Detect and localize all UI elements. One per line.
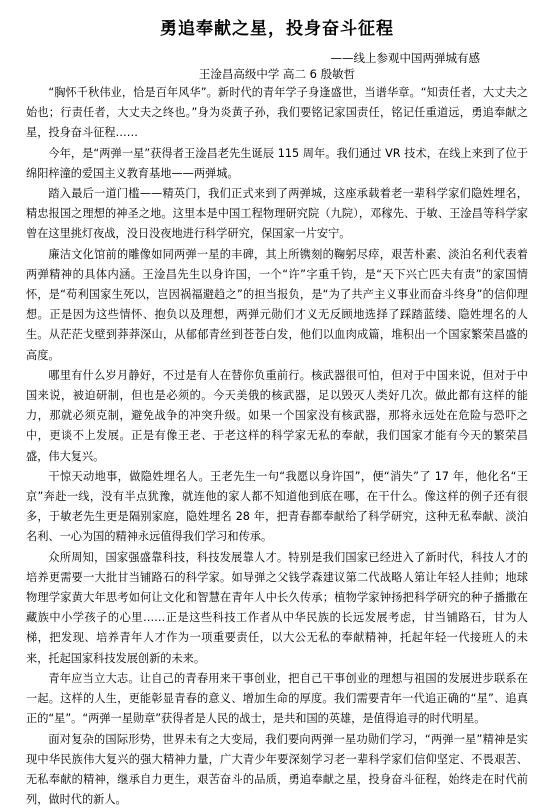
paragraph-2: 今年，是“两弹一星”获得者王淦昌老先生诞辰 115 周年。我们通过 VR 技术，在线上来到了位于绵阳梓潼的爱国主义教育基地——两弹城。 xyxy=(26,144,528,184)
document-subtitle: ——线上参观中国两弹城有感 xyxy=(26,50,528,66)
paragraph-8: 青年应当立大志。让自己的青春用来干事创业，把自己干事创业的理想与祖国的发展进步联系在一起。这样的人生，更能彰显青春的意义、增加生命的厚度。我们需要青年一代追正确的“星”、追真正的“星”。“两弹一星勋章”获得者是人民的战士，是共和国的英雄，是值得追寻的时代明星。 xyxy=(26,669,528,730)
paragraph-6: 干惊天动地事，做隐姓埋名人。王老先生一句“我愿以身许国”，便“消失”了 17 年，他化名“王京”奔赴一线，没有半点犹豫，就连他的家人都不知道他到底在哪，在干什么。像这样的例子还有很多，于敏老先生更是隔别家庭，隐姓埋名 28 年，把青春都奉献给了科学研究，这种无私奉献、淡泊名利、一心为国的精神永远值得我们学习和传承。 xyxy=(26,467,528,548)
paragraph-3: 踏入最后一道门槛——精英门，我们正式来到了两弹城，这座承载着老一辈科学家们隐姓埋名，精忠报国之理想的神圣之地。这里本是中国工程物理研究院（九院），邓稼先、于敏、王淦昌等科学家曾在这里挑灯夜战，没日没夜地进行科学研究，保国家一片安宁。 xyxy=(26,184,528,245)
document-title: 勇追奉献之星，投身奋斗征程 xyxy=(26,18,528,40)
author-line: 王淦昌高级中学 高二 6 殷敏哲 xyxy=(26,66,528,82)
paragraph-1: “胸怀千秋伟业，恰是百年风华”。新时代的青年学子身逢盛世，当谱华章。“知责任者，大丈夫之始也；行责任者，大丈夫之终也。”身为炎黄子孙，我们要铭记家国责任，铭记任重道远，勇追奉献之星，投身奋斗征程…… xyxy=(26,83,528,144)
paragraph-7: 众所周知，国家强盛靠科技，科技发展靠人才。特别是我们国家已经进入了新时代，科技人才的培养更需要一大批甘当铺路石的科学家。如导弹之父钱学森建议第二代战略人第让年轻人挂帅；地球物理学家黄大年思考如何让文化和智慧在青年人中长久传承；植物学家钟扬把科学研究的种子播撒在藏族中小学孩子的心里……正是这些科技工作者从中华民族的长远发展考虑，甘当铺路石，甘为人梯，把发现、培养青年人才作为一项重要责任，以大公无私的奉献精神，托起年轻一代接班人的未来，托起国家科技发展创新的未来。 xyxy=(26,548,528,669)
paragraph-5: 哪里有什么岁月静好，不过是有人在替你负重前行。核武器很可怕，但对于中国来说，但对于中国来说，被迫研制，但也是必须的。今天美俄的核武器，足以毁灭人类好几次。做此都有这样的能力，那就必须克制，避免战争的冲突升级。如果一个国家没有核武器，那将永远处在危险与恐吓之中，更谈不上发展。正是有像王老、于老这样的科学家无私的奉献，我们国家才能有今天的繁荣昌盛，伟大复兴。 xyxy=(26,366,528,467)
paragraph-4: 廉洁文化馆前的雕像如同两弹一星的丰碑，其上所镌刻的鞠躬尽瘁，艰苦朴素、淡泊名利代表着两弹精神的具体内涵。王淦昌先生以身许国，一个“许”字重千钧，是“天下兴亡匹夫有责”的家国情怀，是“苟利国家生死以，岂因祸福避趋之”的担当报负，是“为了共产主义事业而奋斗终身”的信仰理想。正是因为这些情怀、抱负以及理想，两弹元勋们才义无反顾地选择了踩踏蓝缕、隐姓埋名的人生。从茫茫戈壁到莽莽深山，从郁郁青丝到苍苍白发，他们以血肉成篇，堆积出一个国家繁荣昌盛的高度。 xyxy=(26,245,528,366)
paragraph-9: 面对复杂的国际形势，世界未有之大变局，我们要向两弹一星功勋们学习，“两弹一星”精神是实现中华民族伟大复兴的强大精神力量，广大青少年要深刻学习老一辈科学家们信仰坚定、不畏艰苦、无私奉献的精神，继承自力更生，艰苦奋斗的品质，勇追奉献之星，投身奋斗征程，始终走在时代前列，做时代的新人。 xyxy=(26,730,528,810)
